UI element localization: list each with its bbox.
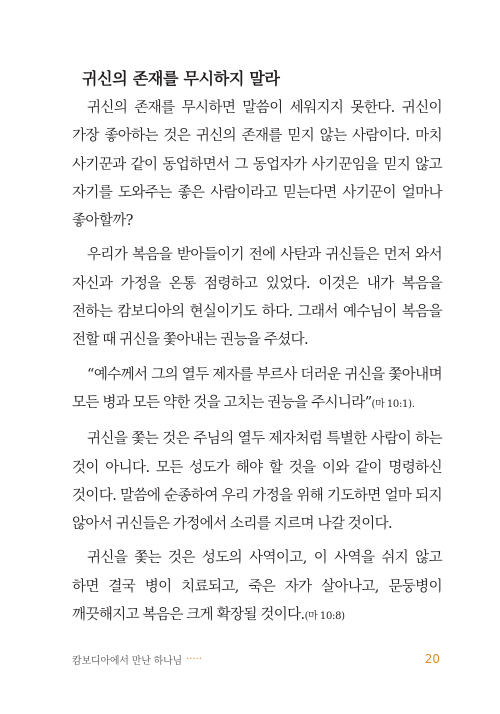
page-number: 20 (424, 652, 440, 666)
section-heading: 귀신의 존재를 무시하지 말라 (82, 69, 280, 88)
paragraph-5 (72, 544, 442, 631)
footer-dots: ····· (186, 653, 202, 665)
paragraph-2 (72, 241, 442, 354)
paragraph-4-text: 귀신을 쫓는 것은 주님의 열두 제자처럼 특별한 사람이 하는 것이 아니다. 모든 성도가 해야 할 것을 이와 같이 명령하신 것이다. 말씀에 순종하여 우리 가정을 위해 기도하면 얼마 되지 않아서 귀신들은 가정에서 소리를 지르며 나갈 것이다. (72, 431, 442, 533)
paragraph-2-text: 우리가 복음을 받아들이기 전에 사탄과 귀신들은 먼저 와서 자신과 가정을 온통 점령하고 있었다. 이것은 내가 복음을 전하는 캄보디아의 현실이기도 하다. 그래서 예수님이 복음을 전할 때 귀신을 쫓아내는 권능을 주셨다. (72, 247, 442, 349)
scripture-reference: (마 10:1). (371, 398, 415, 410)
scripture-quote (72, 361, 442, 420)
book-title: 캄보디아에서 만난 하나님 (72, 655, 183, 667)
scripture-reference: (마 10:8) (304, 611, 345, 623)
paragraph-4 (72, 425, 442, 538)
running-title (72, 652, 202, 667)
page-footer (72, 650, 440, 668)
scripture-quote-text: “예수께서 그의 열두 제자를 부르사 더러운 귀신을 쫓아내며 모든 병과 모든 약한 것을 고치는 권능을 주시니라” (72, 366, 442, 411)
paragraph-1 (72, 94, 442, 235)
paragraph-5-text: 귀신을 쫓는 것은 성도의 사역이고, 이 사역을 쉬지 않고 하면 결국 병이 치료되고, 죽은 자가 살아나고, 문둥병이 깨끗해지고 복음은 크게 확장될 것이다. (72, 550, 442, 624)
paragraph-1-text: 귀신의 존재를 무시하면 말씀이 세워지지 못한다. 귀신이 가장 좋아하는 것은 귀신의 존재를 믿지 않는 사람이다. 마치 사기꾼과 같이 동업하면서 그 동업자가 사기꾼임을 믿지 않고 자기를 도와주는 좋은 사람이라고 믿는다면 사기꾼이 얼마나 좋아할까? (72, 100, 442, 230)
body-text (72, 94, 442, 637)
